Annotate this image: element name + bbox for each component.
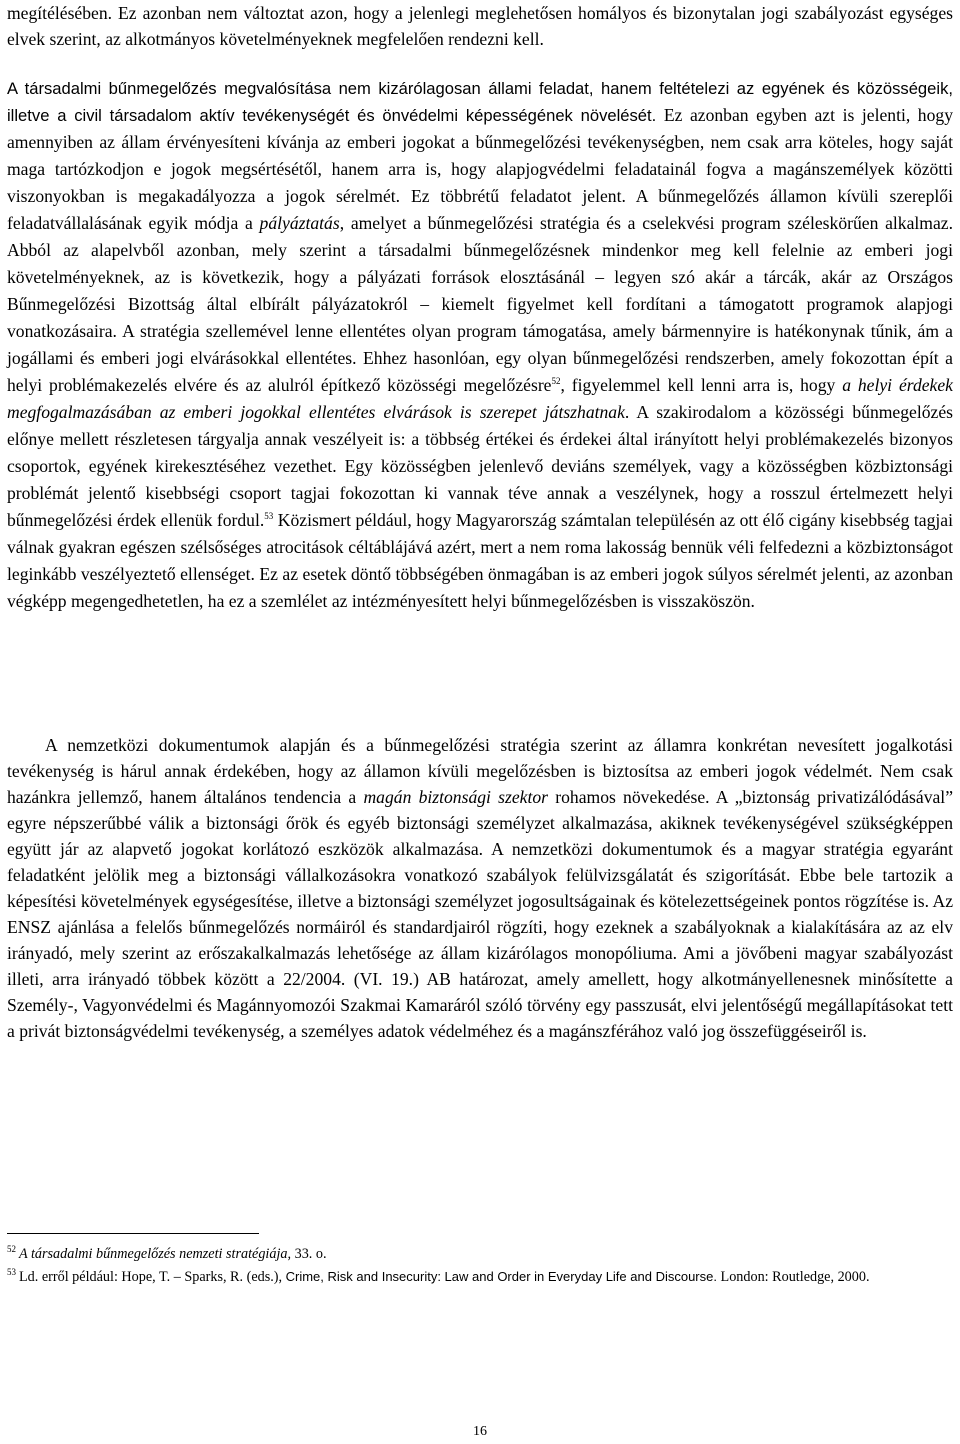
italic-text: magán biztonsági szektor [363,787,549,807]
footnote-number: 53 [7,1267,16,1278]
paragraph-body [7,735,953,1041]
footnote-52 [7,1245,957,1263]
text-run: , figyelemmel kell lenni arra is, hogy [560,375,843,395]
paragraph-body [7,105,953,611]
footnote-reference: 52 [551,376,561,387]
body-text [7,0,953,52]
footnote-separator [7,1233,259,1234]
text-run: Ld. erről például: Hope, T. – Sparks, R. (eds.), [19,1269,286,1285]
page-number: 16 [473,1424,487,1439]
text-run: Crime, Risk and Insecurity: Law and Order in Everyday Life and Discourse. [285,1269,717,1284]
footnote-reference: 53 [264,511,274,522]
text-run: Ez többrétű feladatot jelent. A bűnmegelőzés államon kívüli szereplői feladatvállalásának egyik módja a [7,186,953,233]
footnote-number: 52 [7,1244,16,1255]
italic-text: A társadalmi bűnmegelőzés nemzeti stratégiája, [19,1246,292,1262]
text-run: rohamos növekedése. A „biztonság privatizálódásával” egyre népszerűbbé válik a biztonsági őrök és egyéb biztonsági személyzet alkalmazása, akiknek tevékenységével szükségképpen együtt jár az alapvető jogokat korlátozó eszközök alkalmazása. A nemzetközi dokumentumok és a magyar stratégia egyaránt feladatként jelölik meg a biztonsági vállalkozásokra vonatkozó szabályok felülvizsgálatát és szigorítását. Ebbe bele tartozik a képesítési követelmények egységesítése, illetve a biztonsági személyzet jogosultságainak és kötelezettségeinek pontos rögzítése is. Az ENSZ ajánlása a felelős bűnmegelőzés normáiról és standardjairól rögzíti, hogy ezeknek a szabályoknak a kialakítására az az elv irányadó, mely szerint az erőszakalkalmazás lehetősége az állam kizárólagos monopóliuma. Ami a jövőbeni magyar szabályozást illeti, arra irányadó többek között a 22/2004. (VI. 19.) AB határozat, amely amellett, hogy alkotmányellenesnek minősítette a Személy-, Vagyonvédelmi és Magánnyomozói Szakmai Kamaráról szóló törvény egy passzusát, elvi jelentőségű megállapításokat tett a privát biztonságvédelmi tevékenység, a személyes adatok védelméhez és a magánszférához való jog összefüggéseiről is. [7,787,953,1041]
text-run: . A szakirodalom a közösségi bűnmegelőzés előnye mellett részletesen tárgyalja annak veszélyeit is: a többség értékei és érdekei által irányított helyi problémakezelés bizonyos csoportok, egyének kirekesztéséhez vezethet. Egy közösségben jelenlevő deviáns személyek, vagy a közösségben közbiztonsági problémát jelentő kisebbségi csoport tagjai fokozottan ki vannak téve annak a veszélynek, hogy a rosszul értelmezett helyi bűnmegelőzési érdek ellenük fordul. [7,402,953,530]
paragraph-social-crime-prevention [7,76,953,615]
text-run: A társadalmi bűnmegelőzés megvalósítása nem kizárólagosan állami feladat, hanem feltételezi az egyének és közösségeik, illetve a civil társadalom aktív tevékenységét és önvédelmi képességének növelését. [7,79,953,125]
text-run: Közismert például, hogy Magyarország számtalan településén az ott élő cigány kisebbség tagjai válnak gyakran egészen szélsőséges atrocitások céltáblájává azért, mert a nem roma lakosság bennük véli felfedezni a közbiztonságot leginkább veszélyeztető ellenséget. Ez az esetek döntő többségében önmagában is az emberi jogok súlyos sérelmét jelenti, az azonban végképp megengedhetetlen, ha ez a szemlélet az intézményesített helyi bűnmegelőzésben is visszaköszön. [7,510,953,611]
italic-text: a helyi érdekek megfogalmazásában az emberi jogokkal ellentétes elvárások is szerepet játszhatnak [7,375,953,422]
text-run: Ez azonban egyben azt is jelenti, hogy amennyiben az állam érvényesíteni kívánja az emberi jogokat a bűnmegelőzési tevékenységben, nem csak arra köteles, hogy saját maga tartózkodjon e jogok megsértésétől, hanem arra is, hogy alapjogvédelmi feladatainál fogva a magánszemélyek közötti viszonyokban is megakadályozza a jogok sérelmét. [7,105,953,206]
paragraph-continued [7,0,953,52]
paragraph-international-documents [7,732,953,1044]
footnote-53 [7,1268,957,1286]
text-run: 33. o. [291,1246,327,1262]
text-run: megítélésében. Ez azonban nem változtat azon, hogy a jelenlegi meglehetősen homályos és bizonytalan jogi szabályozást egységes elvek szerint, az alkotmányos követelményeknek megfelelően rendezni kell. [7,3,953,49]
text-run: , amelyet a bűnmegelőzési stratégia és a cselekvési program széleskörűen alkalmaz. Abból az alapelvből azonban, mely szerint a társadalmi bűnmegelőzésnek mindenkor meg kell felelnie az emberi jogi követelményeknek, az is következik, hogy a pályázati források elosztásánál – legyen szó akár a tárcák, akár az Országos Bűnmegelőzési Bizottság által elbírált pályázatokról – kiemelt figyelmet kell fordítani a támogatott programok alapjogi vonatkozásaira. A stratégia szellemével lenne ellentétes olyan program támogatása, amely bármennyire is hatékonynak tűnik, ám a jogállami és emberi jogi elvárásokkal ellentétes. Ehhez hasonlóan, egy olyan bűnmegelőzési rendszerben, amely fokozottan épít a helyi problémakezelés elvére és az alulról építkező közösségi megelőzésre [7,213,953,395]
text-run: London: Routledge, 2000. [716,1269,870,1285]
italic-text: pályáztatás [259,213,340,233]
text-run: A nemzetközi dokumentumok alapján és a bűnmegelőzési stratégia szerint az államra konkrétan nevesített jogalkotási tevékenység is hárul annak érdekében, hogy az államon kívüli megelőzésben is biztosítsa az emberi jogok védelmét. Nem csak hazánkra jellemző, hanem általános tendencia a [7,735,953,807]
